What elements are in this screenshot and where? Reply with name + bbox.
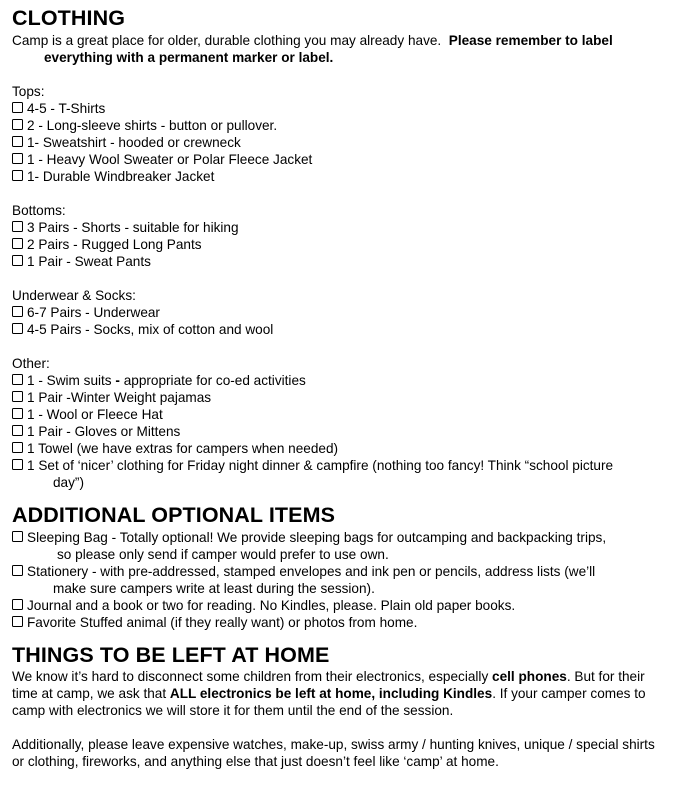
stationery-line-2: make sure campers write at least during the session). <box>53 581 375 596</box>
p1-text-a: We know it’s hard to disconnect some children from their electronics, especially <box>12 669 493 684</box>
checkbox[interactable] <box>12 391 23 402</box>
item-label: 1- Sweatshirt - hooded or crewneck <box>27 135 241 150</box>
item-label <box>27 529 606 563</box>
p1-text-e: . If your camper comes to camp with electronics we will store it for them until the end of the session. <box>12 686 646 718</box>
item-label: 2 - Long-sleeve shirts - button or pullover. <box>27 118 278 133</box>
nicer-line-1: 1 Set of ‘nicer’ clothing for Friday night dinner & campfire (nothing too fancy! Think “school picture <box>27 458 614 473</box>
checkbox[interactable] <box>12 255 23 266</box>
item-label <box>27 457 613 491</box>
item-label: 1 Pair - Gloves or Mittens <box>27 424 181 439</box>
checkbox[interactable] <box>12 374 23 385</box>
item-label: 4-5 Pairs - Socks, mix of cotton and wool <box>27 322 274 337</box>
intro-bold-text-2: everything with a permanent marker or label. <box>44 50 334 65</box>
checkbox[interactable] <box>12 136 23 147</box>
checklist-item[interactable] <box>12 219 664 236</box>
checklist-item[interactable] <box>12 529 664 563</box>
checklist-item[interactable] <box>12 423 664 440</box>
other-label: Other: <box>12 356 50 371</box>
checklist-item[interactable] <box>12 100 664 117</box>
item-label: 4-5 - T-Shirts <box>27 101 106 116</box>
checkbox[interactable] <box>12 425 23 436</box>
checkbox[interactable] <box>12 306 23 317</box>
checklist-item[interactable] <box>12 563 664 597</box>
checklist-item[interactable] <box>12 304 664 321</box>
intro-bold-text: Please remember to label <box>448 33 613 48</box>
checklist-item[interactable] <box>12 117 664 134</box>
checkbox[interactable] <box>12 531 23 542</box>
item-label: 1- Durable Windbreaker Jacket <box>27 169 215 184</box>
checklist-item[interactable] <box>12 151 664 168</box>
checkbox[interactable] <box>12 408 23 419</box>
checklist-item[interactable] <box>12 406 664 423</box>
checklist-item[interactable] <box>12 440 664 457</box>
optional-list <box>12 529 664 631</box>
item-label: 1 Towel (we have extras for campers when needed) <box>27 441 339 456</box>
item-label: 2 Pairs - Rugged Long Pants <box>27 237 202 252</box>
underwear-socks-label: Underwear & Socks: <box>12 288 136 303</box>
intro-text: Camp is a great place for older, durable clothing you may already have. <box>12 33 442 48</box>
sleeping-line-1: Sleeping Bag - Totally optional! We provide sleeping bags for outcamping and backpacking trips, <box>27 530 607 545</box>
swim-label-a: 1 - Swim suits <box>27 373 112 388</box>
checklist-item[interactable] <box>12 236 664 253</box>
checkbox[interactable] <box>12 442 23 453</box>
checkbox[interactable] <box>12 238 23 249</box>
tops-list <box>12 100 664 185</box>
item-label: 1 Pair -Winter Weight pajamas <box>27 390 212 405</box>
swim-dash: - <box>115 373 120 388</box>
checkbox[interactable] <box>12 221 23 232</box>
checklist-item[interactable] <box>12 134 664 151</box>
p1-bold-cell-phones: cell phones <box>492 669 567 684</box>
checklist-item[interactable] <box>12 457 664 491</box>
item-label: 3 Pairs - Shorts - suitable for hiking <box>27 220 239 235</box>
checkbox[interactable] <box>12 153 23 164</box>
p1-bold-electronics: ALL electronics be left at home, including Kindles <box>169 686 493 701</box>
checklist-item[interactable] <box>12 321 664 338</box>
checklist-item[interactable] <box>12 597 664 614</box>
checklist-item[interactable] <box>12 614 664 631</box>
item-label <box>27 372 306 389</box>
clothing-heading: CLOTHING <box>12 6 126 30</box>
checklist-item[interactable] <box>12 389 664 406</box>
item-label: Favorite Stuffed animal (if they really want) or photos from home. <box>27 615 418 630</box>
underwear-socks-list <box>12 304 664 338</box>
item-label: 6-7 Pairs - Underwear <box>27 305 160 320</box>
nicer-line-2: day”) <box>53 475 84 490</box>
item-label: Journal and a book or two for reading. No Kindles, please. Plain old paper books. <box>27 598 516 613</box>
left-at-home-heading: THINGS TO BE LEFT AT HOME <box>12 643 330 667</box>
checkbox[interactable] <box>12 170 23 181</box>
checkbox[interactable] <box>12 616 23 627</box>
item-label: 1 - Wool or Fleece Hat <box>27 407 163 422</box>
checkbox[interactable] <box>12 565 23 576</box>
bottoms-list <box>12 219 664 270</box>
checklist-item[interactable] <box>12 168 664 185</box>
checklist-item[interactable] <box>12 372 664 389</box>
item-label: 1 Pair - Sweat Pants <box>27 254 151 269</box>
swim-label-b: appropriate for co-ed activities <box>123 373 306 388</box>
valuables-paragraph: Additionally, please leave expensive watches, make-up, swiss army / hunting knives, unique / special shirts or clothing, fireworks, and anything else that just doesn’t feel like ‘camp’ at home. <box>12 737 655 769</box>
checkbox[interactable] <box>12 323 23 334</box>
checkbox[interactable] <box>12 119 23 130</box>
stationery-line-1: Stationery - with pre-addressed, stamped envelopes and ink pen or pencils, address lists (we’ll <box>27 564 596 579</box>
tops-label: Tops: <box>12 84 45 99</box>
item-label: 1 - Heavy Wool Sweater or Polar Fleece Jacket <box>27 152 313 167</box>
item-label <box>27 563 595 597</box>
checkbox[interactable] <box>12 102 23 113</box>
electronics-paragraph <box>12 668 664 719</box>
clothing-intro <box>12 32 664 49</box>
other-list <box>12 372 664 491</box>
p1-text-c: . But for their time at camp, we ask that <box>12 669 645 701</box>
bottoms-label: Bottoms: <box>12 203 66 218</box>
optional-heading: ADDITIONAL OPTIONAL ITEMS <box>12 503 336 527</box>
checkbox[interactable] <box>12 599 23 610</box>
sleeping-line-2: so please only send if camper would prefer to use own. <box>57 547 389 562</box>
checkbox[interactable] <box>12 459 23 470</box>
clothing-intro-cont <box>12 49 664 66</box>
checklist-item[interactable] <box>12 253 664 270</box>
